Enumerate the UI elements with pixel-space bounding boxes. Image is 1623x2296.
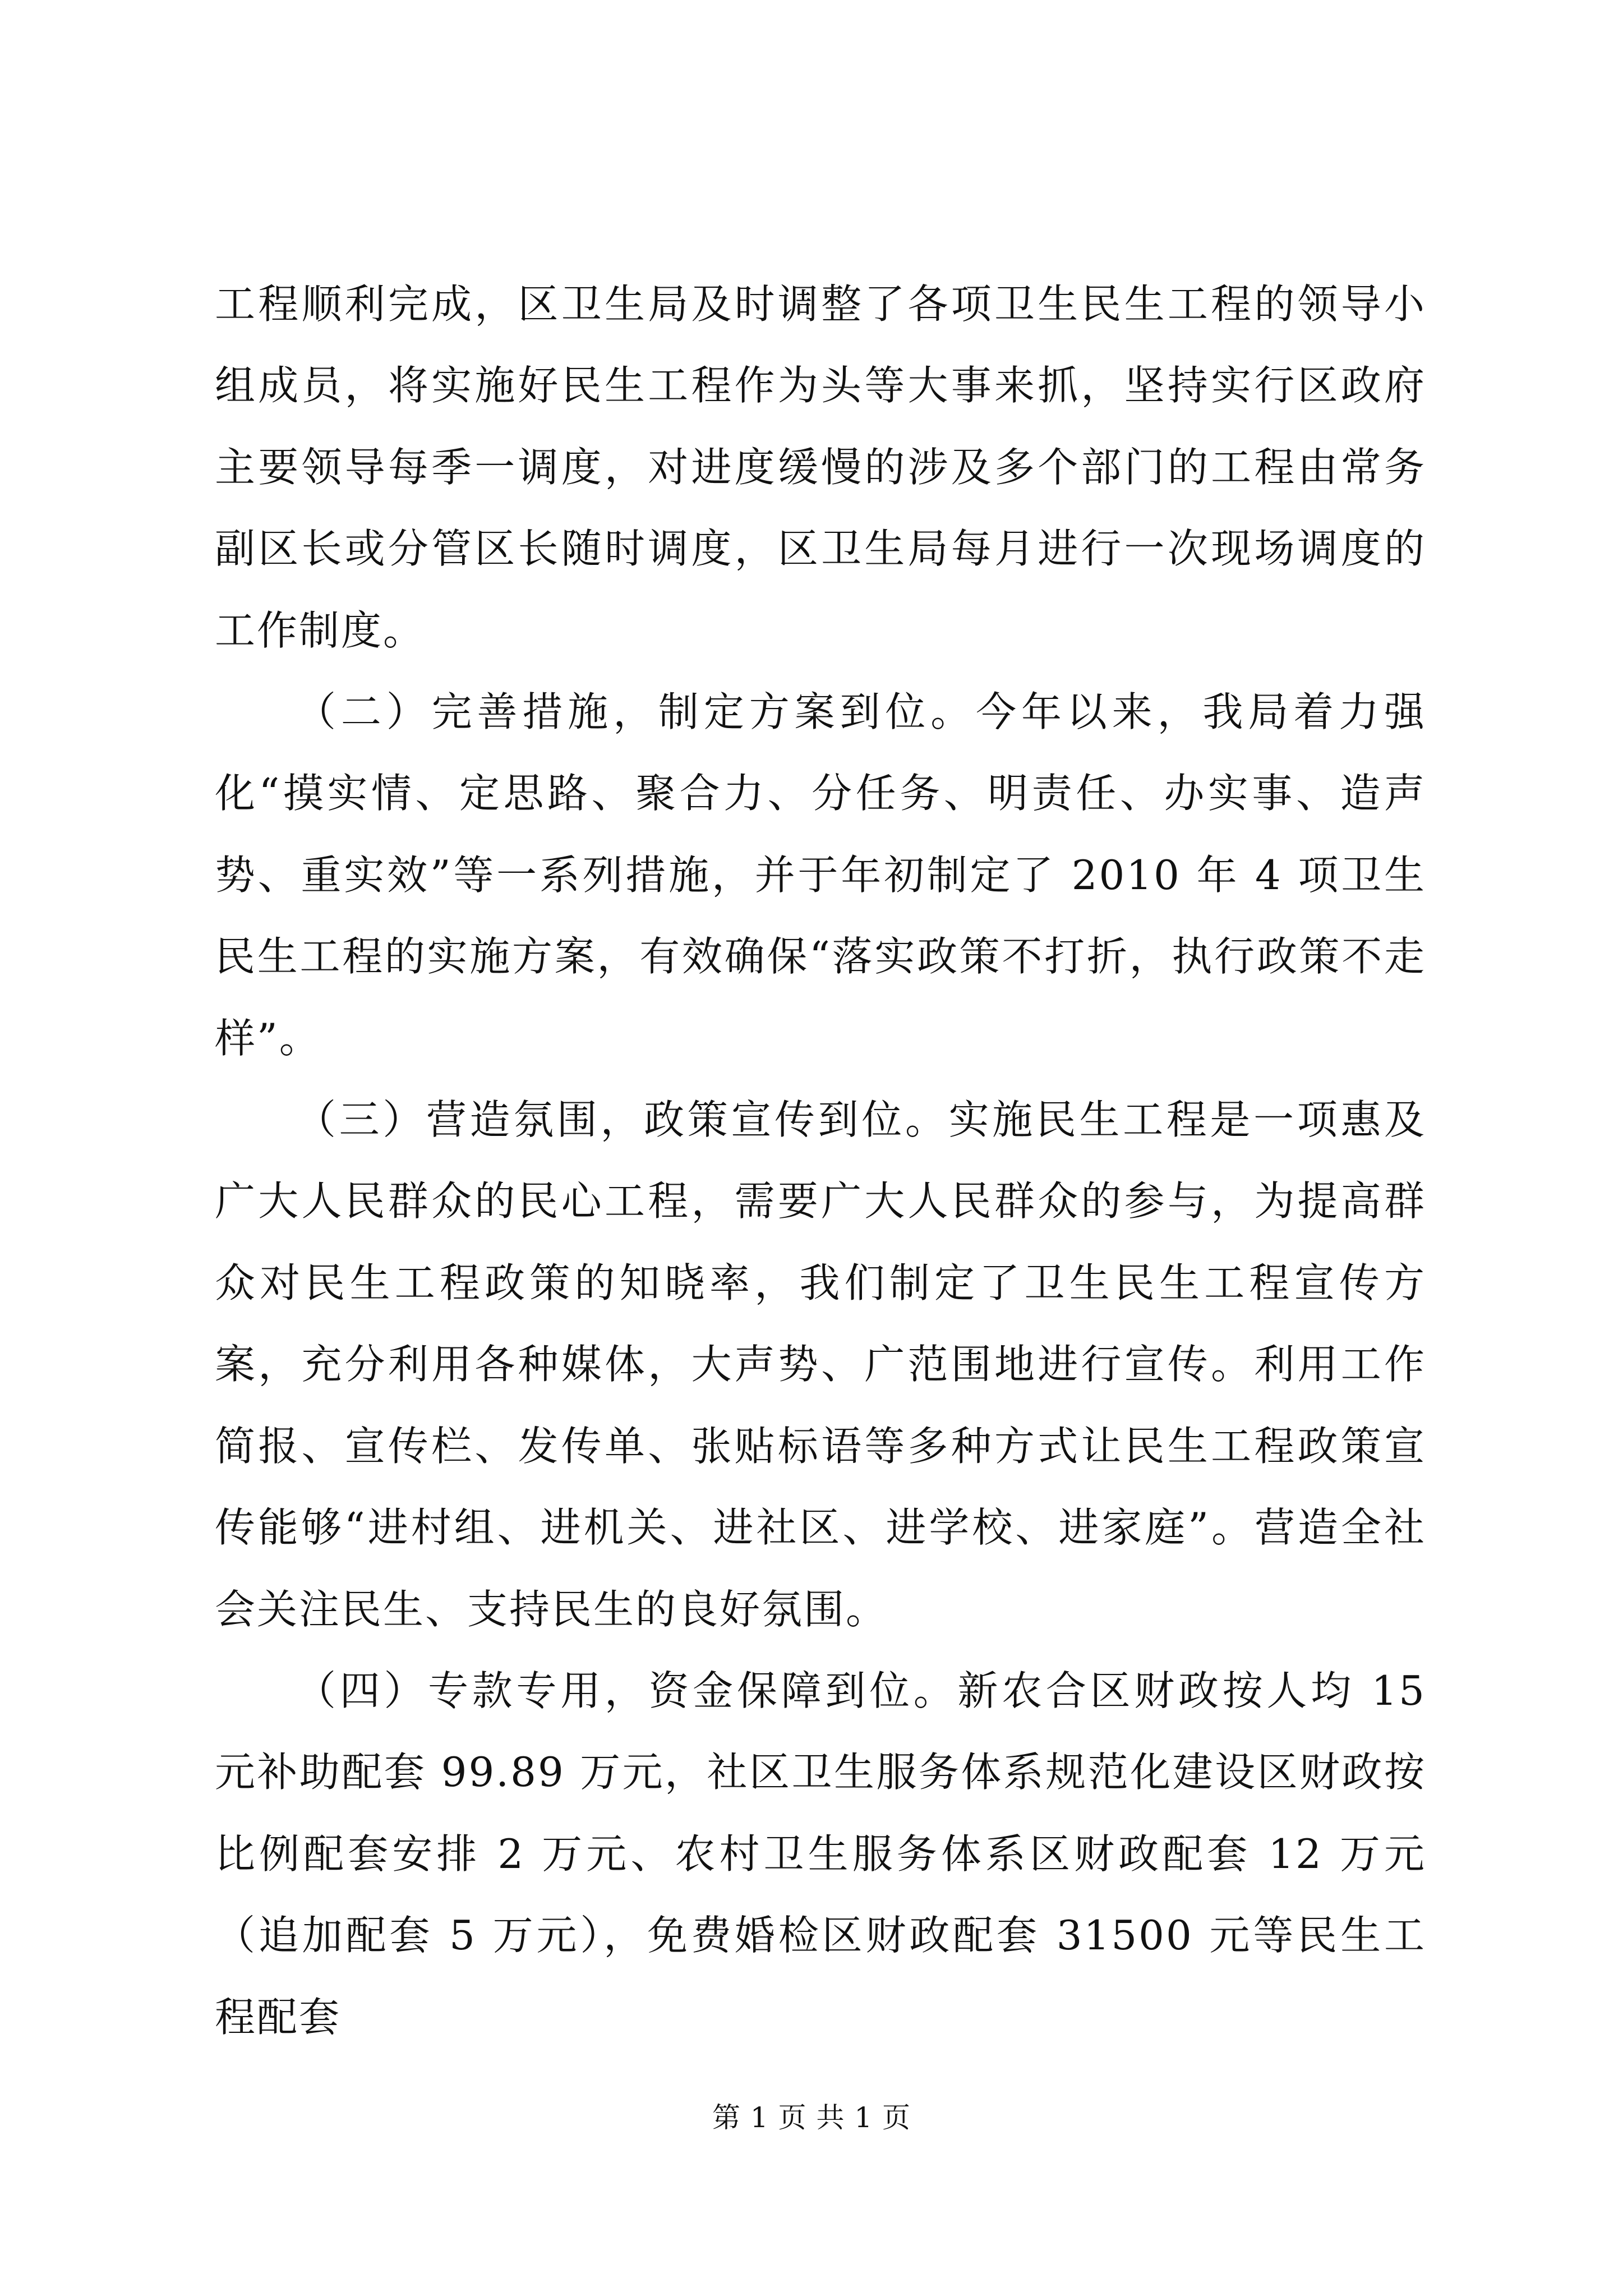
paragraph-1: 工程顺利完成，区卫生局及时调整了各项卫生民生工程的领导小组成员，将实施好民生工程作为头等大事来抓，坚持实行区政府主要领导每季一调度，对进度缓慢的涉及多个部门的工程由常务副区长或分管区长随时调度，区卫生局每月进行一次现场调度的工作制度。 (215, 280, 1426, 654)
document-body (215, 264, 1426, 2058)
paragraph-4: （四）专款专用，资金保障到位。新农合区财政按人均 15 元补助配套 99.89 万元，社区卫生服务体系规范化建设区财政按比例配套安排 2 万元、农村卫生服务体系区财政配套 12 万元（追加配套 5 万元），免费婚检区财政配套 31500 元等民生工程配套 (215, 1667, 1426, 2041)
paragraph-3: （三）营造氛围，政策宣传到位。实施民生工程是一项惠及广大人民群众的民心工程，需要广大人民群众的参与，为提高群众对民生工程政策的知晓率，我们制定了卫生民生工程宣传方案，充分利用各种媒体，大声势、广范围地进行宣传。利用工作简报、宣传栏、发传单、张贴标语等多种方式让民生工程政策宣传能够“进村组、进机关、进社区、进学校、进家庭”。营造全社会关注民生、支持民生的良好氛围。 (215, 1096, 1426, 1633)
page-number-label: 第 1 页 共 1 页 (712, 2101, 911, 2134)
page-footer (0, 2101, 1623, 2134)
paragraph-2: （二）完善措施，制定方案到位。今年以来，我局着力强化“摸实情、定思路、聚合力、分任务、明责任、办实事、造声势、重实效”等一系列措施，并于年初制定了 2010 年 4 项卫生民生工程的实施方案，有效确保“落实政策不打折，执行政策不走样”。 (215, 688, 1426, 1062)
